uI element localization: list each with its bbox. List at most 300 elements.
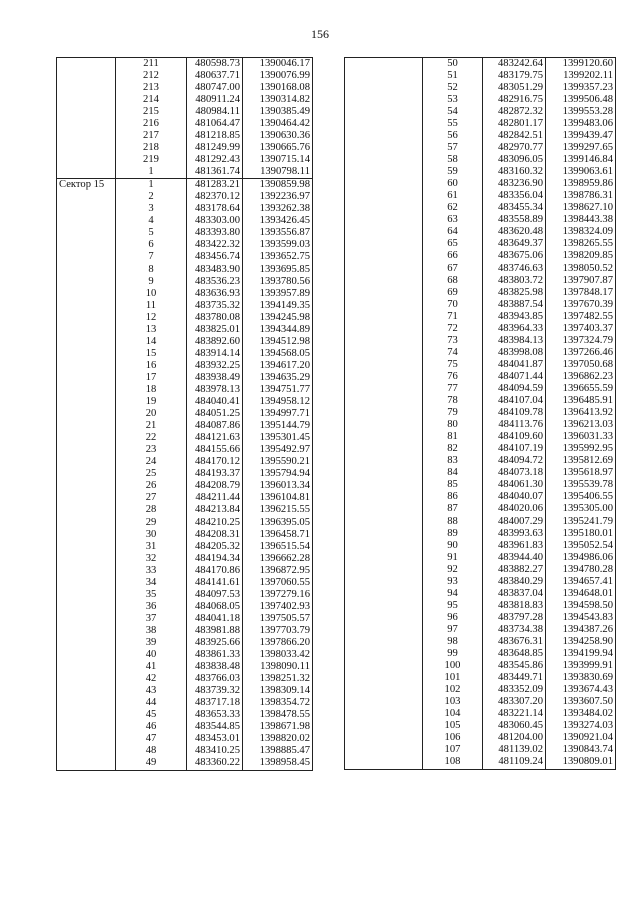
sector-cell [345, 696, 423, 708]
x-coordinate-cell: 483356.04 [483, 191, 546, 203]
x-coordinate-cell: 484170.86 [187, 565, 243, 577]
point-number-cell: 49 [116, 758, 187, 771]
sector-cell [345, 94, 423, 106]
y-coordinate-cell: 1396862.23 [546, 371, 616, 383]
x-coordinate-cell: 484061.30 [483, 480, 546, 492]
x-coordinate-cell: 483242.64 [483, 58, 546, 71]
point-number-cell: 68 [423, 275, 483, 287]
point-number-cell: 54 [423, 106, 483, 118]
sector-cell [345, 299, 423, 311]
table-row [57, 396, 313, 408]
sector-cell [57, 746, 116, 758]
x-coordinate-cell: 481064.47 [187, 118, 243, 130]
x-coordinate-cell: 483717.18 [187, 697, 243, 709]
table-row [345, 540, 616, 552]
x-coordinate-cell: 483352.09 [483, 684, 546, 696]
x-coordinate-cell: 483096.05 [483, 154, 546, 166]
x-coordinate-cell: 483236.90 [483, 178, 546, 190]
table-row [345, 323, 616, 335]
point-number-cell: 6 [116, 240, 187, 252]
point-number-cell: 24 [116, 457, 187, 469]
table-row [57, 734, 313, 746]
sector-cell [345, 588, 423, 600]
point-number-cell: 27 [116, 493, 187, 505]
x-coordinate-cell: 481361.74 [187, 166, 243, 179]
y-coordinate-cell: 1394997.71 [243, 408, 313, 420]
x-coordinate-cell: 482916.75 [483, 94, 546, 106]
table-row [345, 516, 616, 528]
y-coordinate-cell: 1395794.94 [243, 469, 313, 481]
x-coordinate-cell: 483620.48 [483, 227, 546, 239]
y-coordinate-cell: 1397670.39 [546, 299, 616, 311]
y-coordinate-cell: 1395492.97 [243, 445, 313, 457]
y-coordinate-cell: 1393652.75 [243, 252, 313, 264]
point-number-cell: 16 [116, 360, 187, 372]
table-row [345, 383, 616, 395]
point-number-cell: 60 [423, 178, 483, 190]
y-coordinate-cell: 1396104.81 [243, 493, 313, 505]
sector-cell [345, 540, 423, 552]
point-number-cell: 57 [423, 142, 483, 154]
sector-cell [345, 251, 423, 263]
sector-cell [345, 636, 423, 648]
table-row [57, 565, 313, 577]
sector-cell [57, 420, 116, 432]
point-number-cell: 64 [423, 227, 483, 239]
table-row [57, 649, 313, 661]
point-number-cell: 3 [116, 204, 187, 216]
x-coordinate-cell: 484109.78 [483, 407, 546, 419]
x-coordinate-cell: 483825.01 [187, 324, 243, 336]
y-coordinate-cell: 1395052.54 [546, 540, 616, 552]
x-coordinate-cell: 481249.99 [187, 142, 243, 154]
table-row [345, 251, 616, 263]
sector-cell [57, 637, 116, 649]
table-row [345, 624, 616, 636]
table-row [57, 179, 313, 192]
table-row [57, 348, 313, 360]
y-coordinate-cell: 1399483.06 [546, 118, 616, 130]
x-coordinate-cell: 484097.53 [187, 589, 243, 601]
sector-cell [57, 577, 116, 589]
point-number-cell: 30 [116, 529, 187, 541]
x-coordinate-cell: 481218.85 [187, 130, 243, 142]
sector-cell [57, 408, 116, 420]
y-coordinate-cell: 1394751.77 [243, 384, 313, 396]
sector-cell [345, 480, 423, 492]
table-row [345, 227, 616, 239]
sector-cell [57, 722, 116, 734]
x-coordinate-cell: 484210.25 [187, 517, 243, 529]
sector-cell [345, 106, 423, 118]
point-number-cell: 105 [423, 721, 483, 733]
table-row [345, 456, 616, 468]
y-coordinate-cell: 1394635.29 [243, 372, 313, 384]
point-number-cell: 70 [423, 299, 483, 311]
point-number-cell: 95 [423, 600, 483, 612]
point-number-cell: 44 [116, 697, 187, 709]
sector-cell [345, 444, 423, 456]
point-number-cell: 88 [423, 516, 483, 528]
y-coordinate-cell: 1394568.05 [243, 348, 313, 360]
table-row [57, 360, 313, 372]
x-coordinate-cell: 481204.00 [483, 733, 546, 745]
table-row [57, 481, 313, 493]
sector-cell [345, 624, 423, 636]
x-coordinate-cell: 484107.04 [483, 395, 546, 407]
point-number-cell: 43 [116, 685, 187, 697]
y-coordinate-cell: 1397403.37 [546, 323, 616, 335]
sector-cell [345, 263, 423, 275]
point-number-cell: 17 [116, 372, 187, 384]
y-coordinate-cell: 1399202.11 [546, 70, 616, 82]
point-number-cell: 101 [423, 672, 483, 684]
table-row [57, 710, 313, 722]
point-number-cell: 18 [116, 384, 187, 396]
table-row [57, 336, 313, 348]
point-number-cell: 104 [423, 709, 483, 721]
point-number-cell: 78 [423, 395, 483, 407]
x-coordinate-cell: 484155.66 [187, 445, 243, 457]
table-row [345, 82, 616, 94]
point-number-cell: 72 [423, 323, 483, 335]
x-coordinate-cell: 483545.86 [483, 660, 546, 672]
sector-cell [345, 323, 423, 335]
table-row [345, 70, 616, 82]
table-row [57, 625, 313, 637]
x-coordinate-cell: 484020.06 [483, 504, 546, 516]
point-number-cell: 85 [423, 480, 483, 492]
sector-cell [345, 516, 423, 528]
table-row [345, 215, 616, 227]
x-coordinate-cell: 483964.33 [483, 323, 546, 335]
table-row [345, 636, 616, 648]
point-number-cell: 45 [116, 710, 187, 722]
y-coordinate-cell: 1394617.20 [243, 360, 313, 372]
x-coordinate-cell: 484170.12 [187, 457, 243, 469]
point-number-cell: 53 [423, 94, 483, 106]
sector-cell [57, 601, 116, 613]
y-coordinate-cell: 1390314.82 [243, 94, 313, 106]
point-number-cell: 48 [116, 746, 187, 758]
table-row [57, 204, 313, 216]
y-coordinate-cell: 1392236.97 [243, 192, 313, 204]
point-number-cell: 102 [423, 684, 483, 696]
table-row [345, 504, 616, 516]
table-row [57, 408, 313, 420]
table-row [345, 684, 616, 696]
x-coordinate-cell: 483978.13 [187, 384, 243, 396]
table-row [345, 528, 616, 540]
sector-cell [345, 70, 423, 82]
x-coordinate-cell: 484141.61 [187, 577, 243, 589]
x-coordinate-cell: 484213.84 [187, 505, 243, 517]
table-row [57, 154, 313, 166]
y-coordinate-cell: 1393607.50 [546, 696, 616, 708]
point-number-cell: 1 [116, 179, 187, 192]
point-number-cell: 83 [423, 456, 483, 468]
x-coordinate-cell: 481292.43 [187, 154, 243, 166]
point-number-cell: 12 [116, 312, 187, 324]
point-number-cell: 98 [423, 636, 483, 648]
point-number-cell: 14 [116, 336, 187, 348]
table-row [57, 673, 313, 685]
point-number-cell: 69 [423, 287, 483, 299]
point-number-cell: 15 [116, 348, 187, 360]
y-coordinate-cell: 1396485.91 [546, 395, 616, 407]
point-number-cell: 79 [423, 407, 483, 419]
sector-cell [57, 384, 116, 396]
x-coordinate-cell: 484041.87 [483, 359, 546, 371]
sector-cell [57, 613, 116, 625]
sector-cell [345, 492, 423, 504]
y-coordinate-cell: 1393780.56 [243, 276, 313, 288]
y-coordinate-cell: 1399506.48 [546, 94, 616, 106]
sector-cell [345, 528, 423, 540]
x-coordinate-cell: 483739.32 [187, 685, 243, 697]
sector-cell [345, 347, 423, 359]
table-row [345, 709, 616, 721]
x-coordinate-cell: 484107.19 [483, 444, 546, 456]
y-coordinate-cell: 1393957.89 [243, 288, 313, 300]
table-row [57, 432, 313, 444]
y-coordinate-cell: 1396413.92 [546, 407, 616, 419]
y-coordinate-cell: 1397505.57 [243, 613, 313, 625]
sector-cell [57, 396, 116, 408]
point-number-cell: 11 [116, 300, 187, 312]
y-coordinate-cell: 1398959.86 [546, 178, 616, 190]
table-row [57, 505, 313, 517]
x-coordinate-cell: 483780.08 [187, 312, 243, 324]
table-row [345, 576, 616, 588]
y-coordinate-cell: 1395180.01 [546, 528, 616, 540]
point-number-cell: 29 [116, 517, 187, 529]
table-row [345, 757, 616, 770]
sector-cell [345, 672, 423, 684]
x-coordinate-cell: 483455.34 [483, 203, 546, 215]
point-number-cell: 1 [116, 166, 187, 179]
table-row [345, 154, 616, 166]
table-row [345, 166, 616, 178]
x-coordinate-cell: 483456.74 [187, 252, 243, 264]
table-row [345, 118, 616, 130]
x-coordinate-cell: 483797.28 [483, 612, 546, 624]
y-coordinate-cell: 1390859.98 [243, 179, 313, 192]
table-row [345, 58, 616, 71]
sector-cell [345, 576, 423, 588]
y-coordinate-cell: 1395241.79 [546, 516, 616, 528]
point-number-cell: 55 [423, 118, 483, 130]
sector-cell [57, 625, 116, 637]
point-number-cell: 34 [116, 577, 187, 589]
y-coordinate-cell: 1395618.97 [546, 468, 616, 480]
sector-cell [57, 312, 116, 324]
point-number-cell: 35 [116, 589, 187, 601]
point-number-cell: 37 [116, 613, 187, 625]
table-row [57, 372, 313, 384]
y-coordinate-cell: 1396213.03 [546, 419, 616, 431]
table-row [345, 492, 616, 504]
x-coordinate-cell: 483837.04 [483, 588, 546, 600]
y-coordinate-cell: 1399063.61 [546, 166, 616, 178]
sector-cell [345, 564, 423, 576]
sector-cell [57, 553, 116, 565]
table-row [345, 106, 616, 118]
sector-cell [345, 468, 423, 480]
point-number-cell: 219 [116, 154, 187, 166]
y-coordinate-cell: 1398478.55 [243, 710, 313, 722]
y-coordinate-cell: 1396662.28 [243, 553, 313, 565]
y-coordinate-cell: 1393262.38 [243, 204, 313, 216]
point-number-cell: 90 [423, 540, 483, 552]
table-row [57, 613, 313, 625]
table-row [57, 166, 313, 179]
sector-cell [345, 239, 423, 251]
table-row [345, 335, 616, 347]
point-number-cell: 214 [116, 94, 187, 106]
x-coordinate-cell: 483998.08 [483, 347, 546, 359]
point-number-cell: 36 [116, 601, 187, 613]
point-number-cell: 32 [116, 553, 187, 565]
x-coordinate-cell: 483892.60 [187, 336, 243, 348]
x-coordinate-cell: 483803.72 [483, 275, 546, 287]
point-number-cell: 66 [423, 251, 483, 263]
table-row [57, 384, 313, 396]
point-number-cell: 63 [423, 215, 483, 227]
x-coordinate-cell: 483307.20 [483, 696, 546, 708]
y-coordinate-cell: 1390809.01 [546, 757, 616, 770]
x-coordinate-cell: 484087.86 [187, 420, 243, 432]
sector-cell [57, 734, 116, 746]
table-row [345, 612, 616, 624]
x-coordinate-cell: 484071.44 [483, 371, 546, 383]
x-coordinate-cell: 484109.60 [483, 431, 546, 443]
x-coordinate-cell: 480984.11 [187, 106, 243, 118]
y-coordinate-cell: 1399297.65 [546, 142, 616, 154]
sector-cell [57, 469, 116, 481]
point-number-cell: 73 [423, 335, 483, 347]
y-coordinate-cell: 1398443.38 [546, 215, 616, 227]
sector-cell [57, 649, 116, 661]
table-row [57, 94, 313, 106]
table-row [57, 457, 313, 469]
x-coordinate-cell: 483648.85 [483, 648, 546, 660]
sector-cell [57, 118, 116, 130]
table-row [57, 276, 313, 288]
y-coordinate-cell: 1394986.06 [546, 552, 616, 564]
y-coordinate-cell: 1390715.14 [243, 154, 313, 166]
table-row [57, 192, 313, 204]
point-number-cell: 77 [423, 383, 483, 395]
x-coordinate-cell: 483734.38 [483, 624, 546, 636]
x-coordinate-cell: 483360.22 [187, 758, 243, 771]
y-coordinate-cell: 1398050.52 [546, 263, 616, 275]
x-coordinate-cell: 483943.85 [483, 311, 546, 323]
point-number-cell: 51 [423, 70, 483, 82]
sector-cell [345, 371, 423, 383]
sector-cell [345, 757, 423, 770]
y-coordinate-cell: 1398090.11 [243, 661, 313, 673]
y-coordinate-cell: 1398354.72 [243, 697, 313, 709]
sector-cell [57, 529, 116, 541]
y-coordinate-cell: 1395305.00 [546, 504, 616, 516]
point-number-cell: 215 [116, 106, 187, 118]
x-coordinate-cell: 484208.31 [187, 529, 243, 541]
sector-cell [57, 493, 116, 505]
y-coordinate-cell: 1395301.45 [243, 432, 313, 444]
point-number-cell: 5 [116, 228, 187, 240]
point-number-cell: 75 [423, 359, 483, 371]
x-coordinate-cell: 480747.00 [187, 82, 243, 94]
table-row [57, 589, 313, 601]
point-number-cell: 91 [423, 552, 483, 564]
table-row [57, 142, 313, 154]
x-coordinate-cell: 481139.02 [483, 745, 546, 757]
y-coordinate-cell: 1394958.12 [243, 396, 313, 408]
sector-cell [57, 541, 116, 553]
point-number-cell: 84 [423, 468, 483, 480]
point-number-cell: 213 [116, 82, 187, 94]
x-coordinate-cell: 483453.01 [187, 734, 243, 746]
x-coordinate-cell: 483178.64 [187, 204, 243, 216]
x-coordinate-cell: 483636.93 [187, 288, 243, 300]
sector-cell [57, 589, 116, 601]
sector-cell [345, 287, 423, 299]
sector-cell [345, 684, 423, 696]
y-coordinate-cell: 1397324.79 [546, 335, 616, 347]
table-row [57, 118, 313, 130]
sector-cell [345, 215, 423, 227]
point-number-cell: 10 [116, 288, 187, 300]
table-row [57, 106, 313, 118]
y-coordinate-cell: 1390921.04 [546, 733, 616, 745]
point-number-cell: 20 [116, 408, 187, 420]
point-number-cell: 89 [423, 528, 483, 540]
y-coordinate-cell: 1397050.68 [546, 359, 616, 371]
sector-cell [57, 758, 116, 771]
table-row [57, 577, 313, 589]
sector-cell [345, 383, 423, 395]
table-row [345, 696, 616, 708]
y-coordinate-cell: 1396395.05 [243, 517, 313, 529]
point-number-cell: 94 [423, 588, 483, 600]
y-coordinate-cell: 1390843.74 [546, 745, 616, 757]
table-row [57, 746, 313, 758]
sector-cell: Сектор 15 [57, 179, 116, 192]
point-number-cell: 7 [116, 252, 187, 264]
table-row [345, 263, 616, 275]
x-coordinate-cell: 484051.25 [187, 408, 243, 420]
table-row [57, 517, 313, 529]
sector-cell [345, 733, 423, 745]
x-coordinate-cell: 483735.32 [187, 300, 243, 312]
table-row [57, 469, 313, 481]
point-number-cell: 87 [423, 504, 483, 516]
y-coordinate-cell: 1393674.43 [546, 684, 616, 696]
point-number-cell: 97 [423, 624, 483, 636]
sector-cell [57, 360, 116, 372]
x-coordinate-cell: 483818.83 [483, 600, 546, 612]
y-coordinate-cell: 1399439.47 [546, 130, 616, 142]
x-coordinate-cell: 482872.32 [483, 106, 546, 118]
x-coordinate-cell: 480911.24 [187, 94, 243, 106]
sector-cell [57, 154, 116, 166]
y-coordinate-cell: 1390798.11 [243, 166, 313, 179]
x-coordinate-cell: 483179.75 [483, 70, 546, 82]
sector-cell [57, 710, 116, 722]
table-row [57, 130, 313, 142]
point-number-cell: 65 [423, 239, 483, 251]
